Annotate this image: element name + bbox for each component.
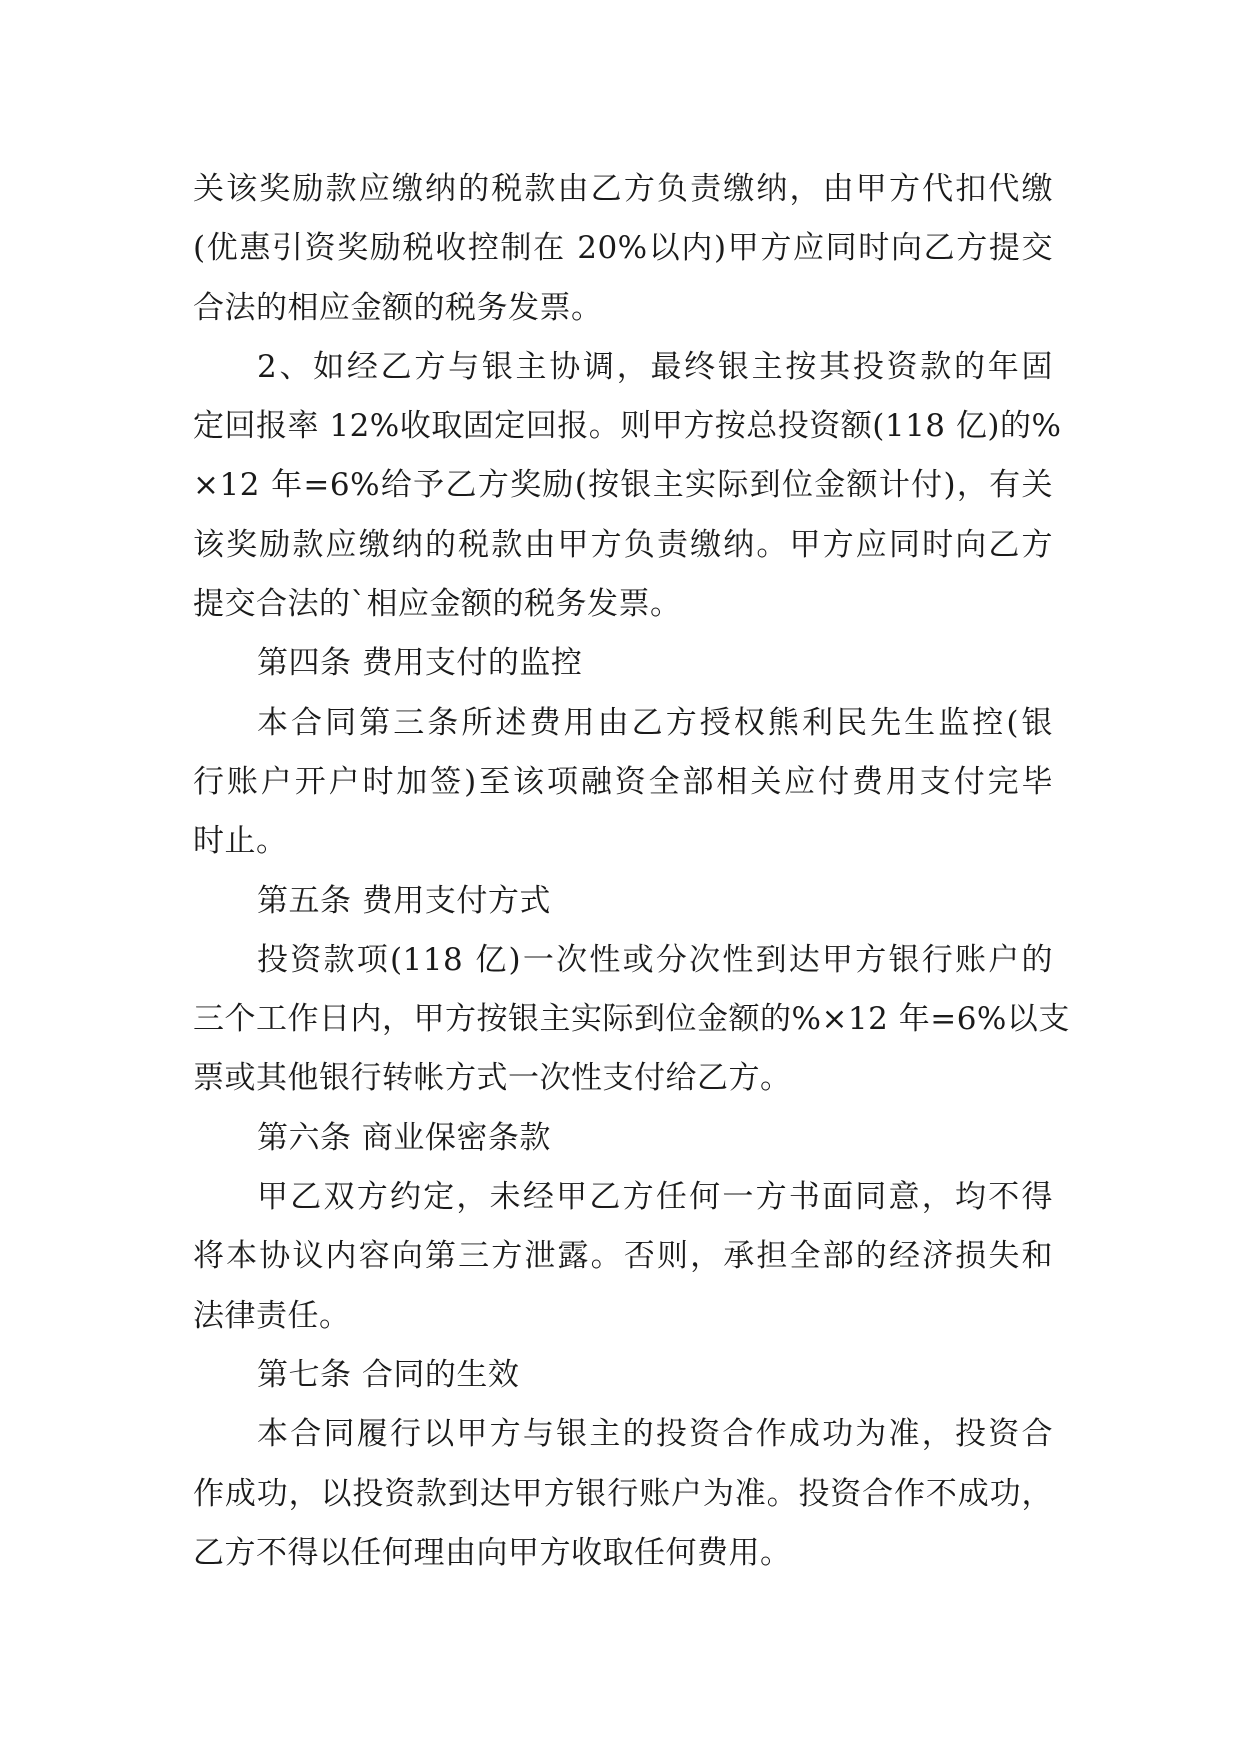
- text-line: ×12 年=6%给予乙方奖励(按银主实际到位金额计付)，有关: [193, 467, 1053, 504]
- section-heading: 第五条 费用支付方式: [257, 882, 551, 919]
- section-heading: 第四条 费用支付的监控: [257, 645, 583, 682]
- text-line: 合法的相应金额的税务发票。: [193, 289, 603, 326]
- document-body: [193, 160, 1070, 1583]
- section-heading: 第六条 商业保密条款: [257, 1119, 551, 1156]
- section-heading: 第七条 合同的生效: [257, 1356, 520, 1393]
- text-line: 作成功，以投资款到达甲方银行账户为准。投资合作不成功，: [193, 1475, 1053, 1512]
- text-line: 2、如经乙方与银主协调，最终银主按其投资款的年固: [257, 348, 1053, 385]
- text-line: 关该奖励款应缴纳的税款由乙方负责缴纳，由甲方代扣代缴: [193, 171, 1053, 207]
- text-line: 投资款项(118 亿)一次性或分次性到达甲方银行账户的: [257, 941, 1053, 978]
- text-line: 该奖励款应缴纳的税款由甲方负责缴纳。甲方应同时向乙方: [193, 526, 1053, 563]
- text-line: 本合同第三条所述费用由乙方授权熊利民先生监控(银: [257, 704, 1053, 741]
- text-line: 甲乙双方约定，未经甲乙方任何一方书面同意，均不得: [257, 1179, 1053, 1216]
- text-line: 时止。: [193, 823, 288, 860]
- text-line: 三个工作日内，甲方按银主实际到位金额的%×12 年=6%以支: [193, 1001, 1070, 1038]
- text-line: 票或其他银行转帐方式一次性支付给乙方。: [193, 1060, 792, 1097]
- text-line: 乙方不得以任何理由向甲方收取任何费用。: [193, 1534, 792, 1571]
- text-line: 法律责任。: [193, 1297, 351, 1334]
- text-line: (优惠引资奖励税收控制在 20%以内)甲方应同时向乙方提交: [193, 230, 1053, 267]
- text-line: 定回报率 12%收取固定回报。则甲方按总投资额(118 亿)的%: [193, 408, 1062, 445]
- text-line: 行账户开户时加签)至该项融资全部相关应付费用支付完毕: [193, 763, 1053, 800]
- text-line: 本合同履行以甲方与银主的投资合作成功为准，投资合: [257, 1416, 1053, 1453]
- text-line: 提交合法的`相应金额的税务发票。: [193, 586, 682, 623]
- text-line: 将本协议内容向第三方泄露。否则，承担全部的经济损失和: [193, 1238, 1053, 1275]
